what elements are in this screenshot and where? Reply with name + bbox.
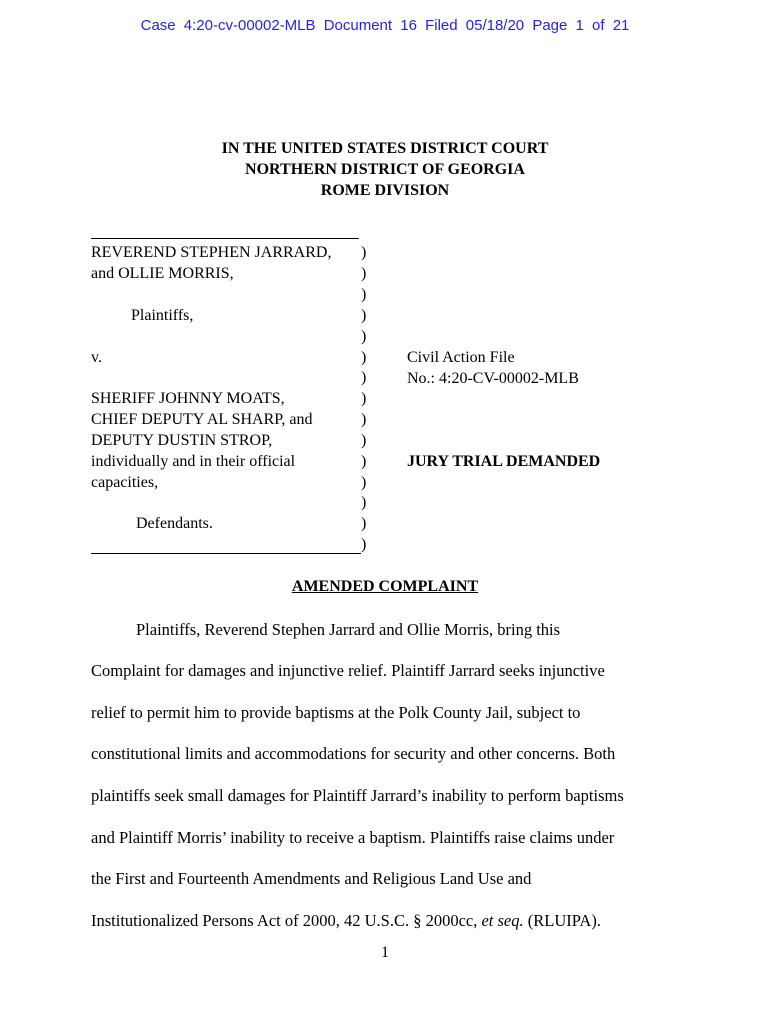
caption-paren: ) [361,453,367,470]
defendants-label: Defendants. [136,515,213,532]
caption-paren: ) [361,536,367,553]
body-line-last [91,911,601,931]
body-line: and Plaintiff Morris’ inability to receive a baptism. Plaintiffs raise claims under [91,828,615,847]
caption-paren: ) [361,307,367,324]
jury-trial-demand: JURY TRIAL DEMANDED [407,453,601,470]
plaintiff-names-line2: and OLLIE MORRIS, [91,265,234,282]
caption-paren: ) [361,494,367,511]
caption-paren: ) [361,328,367,345]
citation-italic: et seq. [481,911,524,930]
defendant-names-line4: individually and in their official [91,453,296,470]
caption-paren: ) [361,349,367,366]
defendant-names-line2: CHIEF DEPUTY AL SHARP, and [91,411,313,428]
page-number: 1 [381,944,389,961]
caption-paren: ) [361,432,367,449]
defendant-names-line3: DEPUTY DUSTIN STROP, [91,432,273,449]
plaintiff-names-line1: REVEREND STEPHEN JARRARD, [91,244,332,261]
document-title: AMENDED COMPLAINT [291,578,479,595]
body-line: relief to permit him to provide baptisms at the Polk County Jail, subject to [91,703,581,722]
caption-paren: ) [361,474,367,491]
caption-paren: ) [361,265,367,282]
caption-bottom-rule [91,553,361,554]
caption-paren: ) [361,411,367,428]
case-header-stamp: Case 4:20-cv-00002-MLB Document 16 Filed 05/18/20 Page 1 of 21 [140,17,630,34]
body-line: Complaint for damages and injunctive relief. Plaintiff Jarrard seeks injunctive [91,661,605,680]
defendant-names-line5: capacities, [91,474,159,491]
caption-top-rule [91,238,359,239]
court-division-line: ROME DIVISION [320,182,450,199]
caption-paren: ) [361,369,367,386]
body-line: plaintiffs seek small damages for Plaintiff Jarrard’s inability to perform baptisms [91,786,624,805]
plaintiffs-label: Plaintiffs, [131,307,194,324]
civil-action-label: Civil Action File [407,349,515,366]
court-name-line: IN THE UNITED STATES DISTRICT COURT [221,140,549,157]
body-line: the First and Fourteenth Amendments and Religious Land Use and [91,869,532,888]
body-text-segment: Institutionalized Persons Act of 2000, 42 U.S.C. § 2000cc, [91,911,482,930]
versus-label: v. [91,349,102,366]
caption-paren: ) [361,515,367,532]
court-district-line: NORTHERN DISTRICT OF GEORGIA [245,161,525,178]
caption-paren: ) [361,244,367,261]
caption-paren: ) [361,390,367,407]
defendant-names-line1: SHERIFF JOHNNY MOATS, [91,390,285,407]
civil-action-number: No.: 4:20-CV-00002-MLB [407,370,579,387]
body-line: Plaintiffs, Reverend Stephen Jarrard and Ollie Morris, bring this [136,620,561,639]
body-line: constitutional limits and accommodations for security and other concerns. Both [91,744,616,763]
body-text-segment: (RLUIPA). [523,911,601,930]
caption-paren: ) [361,286,367,303]
